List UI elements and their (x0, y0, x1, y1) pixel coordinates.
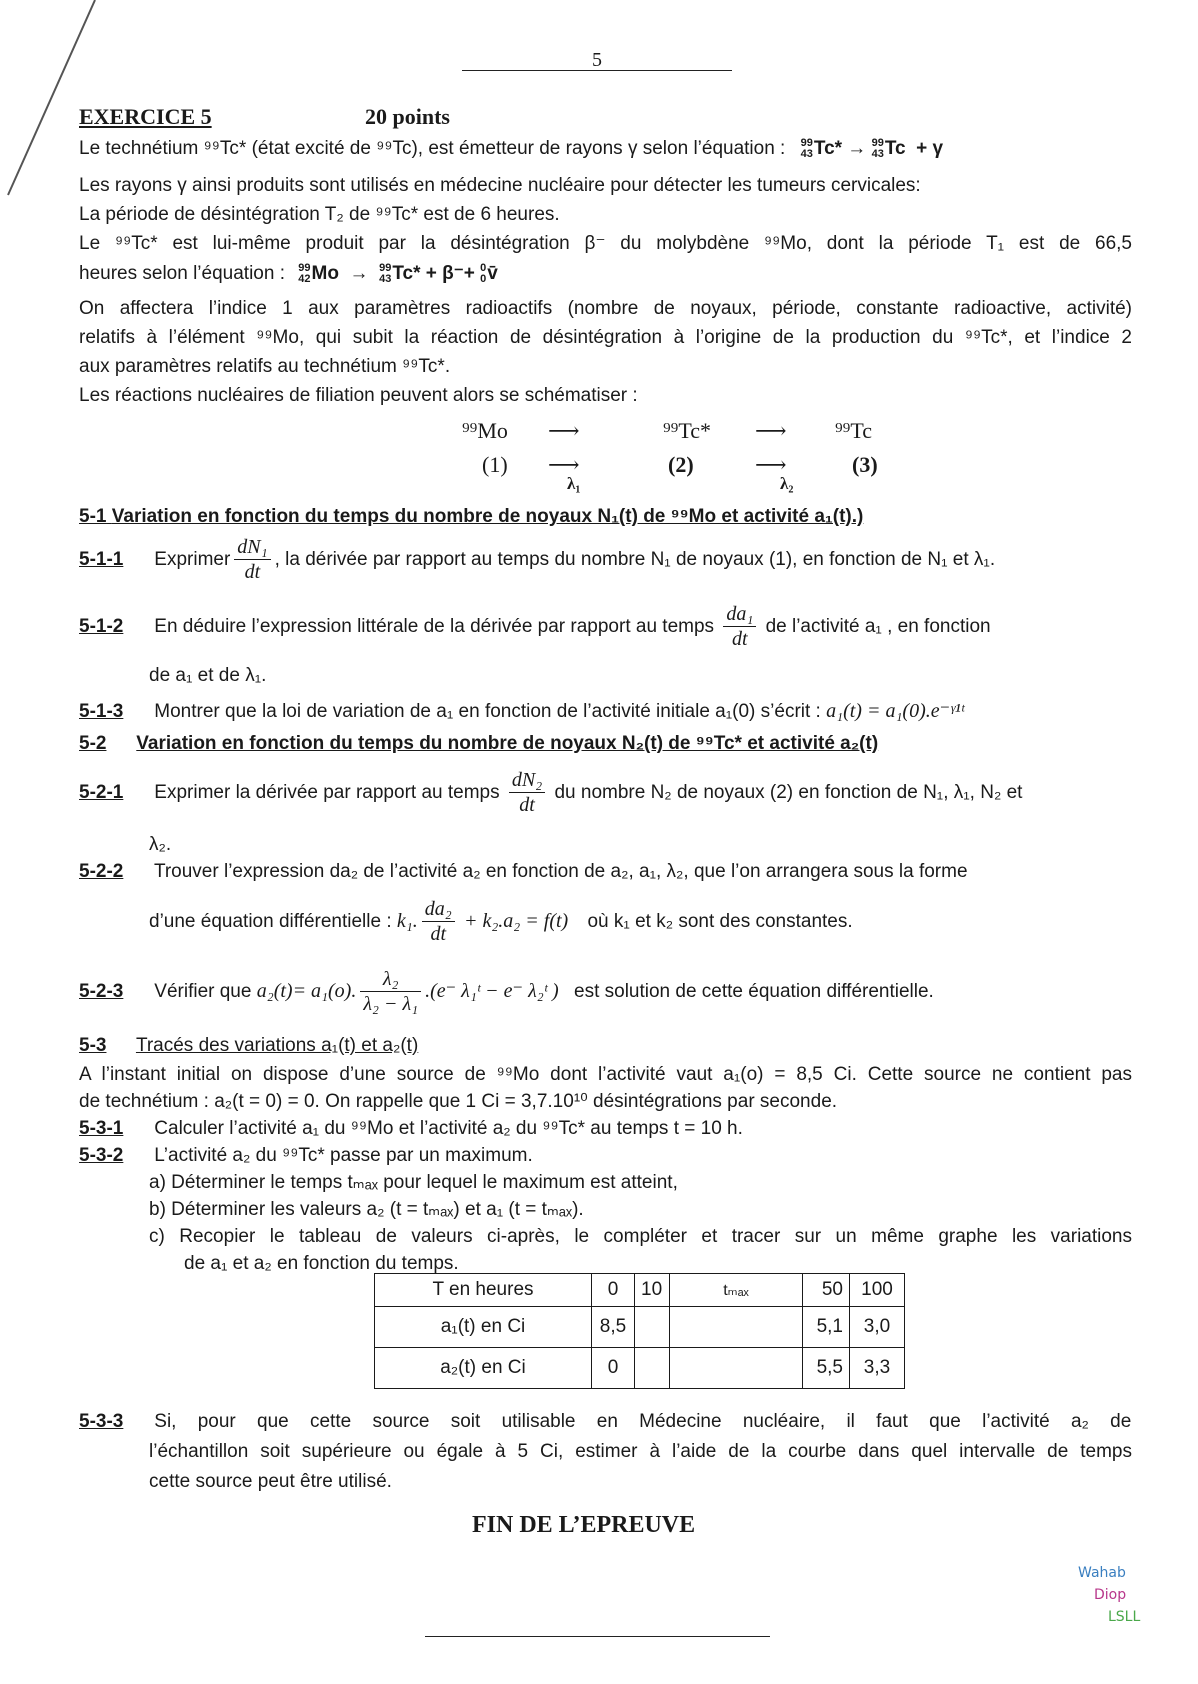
equation-gamma: 99 43 Tc* → 99 43 Tc + γ (800, 136, 944, 160)
section-5-2-label: 5-2 (79, 733, 107, 754)
question-5-1-1-label: 5-1-1 (79, 549, 124, 570)
question-5-3-3-text-1: Si, pour que cette source soit utilisable en Médecine nucléaire, il faut que l’activité a₂ de (154, 1411, 1132, 1432)
question-5-3-1 (79, 1114, 1132, 1143)
fraction-dN2-dt (509, 768, 545, 817)
fraction-num: da₂ (422, 897, 455, 922)
table-cell: 0 (592, 1348, 635, 1389)
intro-line-6: On affectera l’indice 1 aux paramètres radioactifs (nombre de noyaux, période, constante radioactive, activité) (79, 298, 1132, 319)
section-5-1-heading (79, 502, 1132, 531)
table-cell: 10 (635, 1274, 670, 1307)
question-5-2-2-label: 5-2-2 (79, 861, 124, 882)
section-5-3-para-1: A l’instant initial on dispose d’une source de ⁹⁹Mo dont l’activité vaut a₁(o) = 8,5 Ci. Cette source ne contient pas (79, 1064, 1132, 1085)
table-cell: 5,5 (803, 1348, 850, 1389)
table-row (375, 1307, 905, 1348)
question-5-3-3-text-3: cette source peut être utilisé. (149, 1471, 392, 1492)
question-5-3-2-label: 5-3-2 (79, 1145, 124, 1166)
exercise-points: 20 points (365, 104, 450, 129)
fraction-den: dt (430, 923, 446, 946)
table-cell: T en heures (375, 1274, 592, 1307)
question-5-2-2-text-a: Trouver l’expression da₂ de l’activité a₂ en fonction de a₂, a₁, λ₂, que l’on arrangera sous la forme (153, 861, 968, 882)
question-5-2-2-text-b: d’une équation différentielle : (149, 911, 392, 932)
formula-a1: a₁(t) = a₁(0).e⁻ᵞ¹ᵗ (826, 700, 965, 722)
fraction-lambda (360, 967, 421, 1016)
question-5-3-3-text-2: l’échantillon soit supérieure ou égale à 5 Ci, estimer à l’aide de la courbe dans quel intervalle de temps (149, 1441, 1132, 1462)
fraction-num: λ₂ (360, 967, 421, 992)
equation-beta: 99 42 Mo → 99 43 Tc* + β⁻+ 0 0 v̄ (298, 261, 498, 285)
fraction-dN1-dt (234, 535, 270, 584)
term-k2-ft: + k₂.a₂ = f(t) (463, 910, 569, 932)
wahab-diop-logo (1078, 1565, 1158, 1637)
question-5-2-1-label: 5-2-1 (79, 782, 124, 803)
question-5-2-1-cont: λ₂. (149, 834, 172, 855)
question-5-3-2-text: L’activité a₂ du ⁹⁹Tc* passe par un maximum. (154, 1145, 533, 1166)
chain-tc-excited: ⁹⁹Tc* (663, 418, 712, 443)
table-cell: tₘₐₓ (670, 1274, 803, 1307)
intro-line-9: Les réactions nucléaires de filiation peuvent alors se schématiser : (79, 385, 638, 406)
table-cell: 3,3 (850, 1348, 905, 1389)
fraction-den: dt (519, 794, 535, 817)
section-5-3-para-2: de technétium : a₂(t = 0) = 0. On rappelle que 1 Ci = 3,7.10¹⁰ désintégrations par seconde. (79, 1091, 838, 1112)
question-5-1-1-text-a: Exprimer (154, 549, 231, 570)
table-cell (635, 1348, 670, 1389)
table-cell: 5,1 (803, 1307, 850, 1348)
section-5-2-title: Variation en fonction du temps du nombre de noyaux N₂(t) de ⁹⁹Tc* et activité a₂(t) (136, 733, 879, 754)
intro-line-7: relatifs à l’élément ⁹⁹Mo, qui subit la réaction de désintégration à l’origine de la production du ⁹⁹Tc*, et l’indice 2 (79, 327, 1132, 348)
question-5-2-1 (79, 768, 1132, 818)
chain-arrow-1: ⟶ (548, 418, 580, 443)
intro-line-1 (79, 134, 1132, 163)
table-cell: a₁(t) en Ci (375, 1307, 592, 1348)
table-cell (670, 1307, 803, 1348)
table-cell: 8,5 (592, 1307, 635, 1348)
chain-index-2: (2) (668, 452, 694, 477)
question-5-3-2-b: b) Déterminer les valeurs a₂ (t = tₘₐₓ) et a₁ (t = tₘₐₓ). (149, 1199, 584, 1220)
question-5-1-1 (79, 535, 1132, 585)
exercise-title: EXERCICE 5 (79, 104, 212, 129)
chain-mo: ⁹⁹Mo (462, 418, 508, 443)
question-5-1-2-text-b: de l’activité a₁ , en fonction (765, 616, 991, 637)
formula-a2-rhs: .(e⁻ λ₁ᵗ − e⁻ λ₂ᵗ ) (425, 980, 559, 1002)
fraction-num: dN₁ (234, 535, 270, 560)
chain-arrow-4: ⟶ (755, 452, 787, 477)
question-5-1-2-cont: de a₁ et de λ₁. (149, 665, 267, 686)
question-5-3-3 (79, 1407, 1132, 1436)
table-cell (635, 1307, 670, 1348)
table-row (375, 1348, 905, 1389)
question-5-3-1-text: Calculer l’activité a₁ du ⁹⁹Mo et l’activité a₂ du ⁹⁹Tc* au temps t = 10 h. (154, 1118, 743, 1139)
question-5-2-3-text-b: est solution de cette équation différentielle. (574, 981, 934, 1002)
question-5-2-1-text-b: du nombre N₂ de noyaux (2) en fonction de N₁, λ₁, N₂ et (554, 782, 1023, 803)
question-5-1-3 (79, 697, 1132, 726)
fraction-den: λ₂ − λ₁ (363, 993, 419, 1016)
intro-line-5 (79, 259, 1132, 288)
term-k1: k₁. (396, 910, 418, 932)
intro-line-8: aux paramètres relatifs au technétium ⁹⁹Tc*. (79, 356, 451, 377)
intro-text-1: Le technétium ⁹⁹Tc* (état excité de ⁹⁹Tc), est émetteur de rayons γ selon l’équation : (79, 138, 786, 159)
page-number: 5 (462, 50, 732, 71)
section-5-2-heading (79, 729, 1132, 758)
chain-arrow-3: ⟶ (548, 452, 580, 477)
question-5-3-1-label: 5-3-1 (79, 1118, 124, 1139)
fraction-da1-dt (723, 602, 756, 651)
fraction-num: da₁ (723, 602, 756, 627)
values-table (374, 1273, 905, 1389)
question-5-3-2-c: c) Recopier le tableau de valeurs ci-après, le compléter et tracer sur un même graphe les variations (149, 1226, 1132, 1247)
logo-line-1: Wahab (1078, 1565, 1126, 1581)
intro-line-2: Les rayons γ ainsi produits sont utilisés en médecine nucléaire pour détecter les tumeurs cervicales: (79, 175, 921, 196)
question-5-3-2 (79, 1141, 1132, 1170)
table-cell: 0 (592, 1274, 635, 1307)
table-row (375, 1274, 905, 1307)
intro-line-4: Le ⁹⁹Tc* est lui-même produit par la désintégration β⁻ du molybdène ⁹⁹Mo, dont la période T₁ est de 66,5 (79, 233, 1132, 254)
question-5-1-2-label: 5-1-2 (79, 616, 124, 637)
section-5-3-title: Tracés des variations a₁(t) et a₂(t) (135, 1035, 419, 1056)
logo-line-3: LSLL (1108, 1609, 1141, 1625)
question-5-1-2-text-a: En déduire l’expression littérale de la dérivée par rapport au temps (154, 616, 715, 637)
scan-edge-line (0, 0, 110, 200)
table-cell: 3,0 (850, 1307, 905, 1348)
chain-lambda-1: λ₁ (567, 474, 581, 493)
question-5-1-3-label: 5-1-3 (79, 701, 124, 722)
intro-line-3: La période de désintégration T₂ de ⁹⁹Tc* est de 6 heures. (79, 204, 560, 225)
table-cell: 50 (803, 1274, 850, 1307)
question-5-2-3 (79, 964, 1132, 1019)
question-5-2-2 (79, 857, 1132, 886)
section-5-3-label: 5-3 (79, 1035, 107, 1056)
logo-line-2: Diop (1094, 1587, 1127, 1603)
table-cell: 100 (850, 1274, 905, 1307)
question-5-3-2-a: a) Déterminer le temps tₘₐₓ pour lequel le maximum est atteint, (149, 1172, 678, 1193)
intro-text-5: heures selon l’équation : (79, 263, 285, 284)
footer-rule (425, 1636, 770, 1637)
table-cell: a₂(t) en Ci (375, 1348, 592, 1389)
question-5-1-1-text-b: , la dérivée par rapport au temps du nombre N₁ de noyaux (1), en fonction de N₁ et λ₁. (274, 549, 996, 570)
chain-index-1: (1) (482, 452, 508, 477)
question-5-3-2-c-cont: de a₁ et a₂ en fonction du temps. (184, 1253, 459, 1274)
question-5-2-3-text-a: Vérifier que (154, 981, 252, 1002)
question-5-2-3-label: 5-2-3 (79, 981, 124, 1002)
chain-arrow-2: ⟶ (755, 418, 787, 443)
question-5-2-1-text-a: Exprimer la dérivée par rapport au temps (154, 782, 500, 803)
formula-a2-lhs: a₂(t)= a₁(o). (256, 980, 357, 1002)
section-5-1-label: 5-1 (79, 506, 107, 527)
chain-lambda-2: λ₂ (780, 474, 794, 493)
end-of-exam: FIN DE L’EPREUVE (472, 1512, 696, 1538)
chain-tc: ⁹⁹Tc (835, 418, 873, 443)
fraction-den: dt (732, 628, 748, 651)
section-5-1-title: Variation en fonction du temps du nombre de noyaux N₁(t) de ⁹⁹Mo et activité a₁(t).) (111, 506, 864, 527)
question-5-1-3-text: Montrer que la loi de variation de a₁ en fonction de l’activité initiale a₁(0) s’écrit : (154, 701, 821, 722)
fraction-num: dN₂ (509, 768, 545, 793)
fraction-den: dt (244, 561, 261, 584)
section-5-3-heading (79, 1031, 1132, 1060)
fraction-da2-dt (422, 897, 455, 946)
question-5-2-2-text-c: où k₁ et k₂ sont des constantes. (587, 911, 853, 932)
question-5-2-2-equation (149, 894, 1132, 949)
question-5-1-2 (79, 602, 1132, 652)
chain-index-3: (3) (852, 452, 878, 477)
question-5-3-3-label: 5-3-3 (79, 1411, 124, 1432)
table-cell (670, 1348, 803, 1389)
